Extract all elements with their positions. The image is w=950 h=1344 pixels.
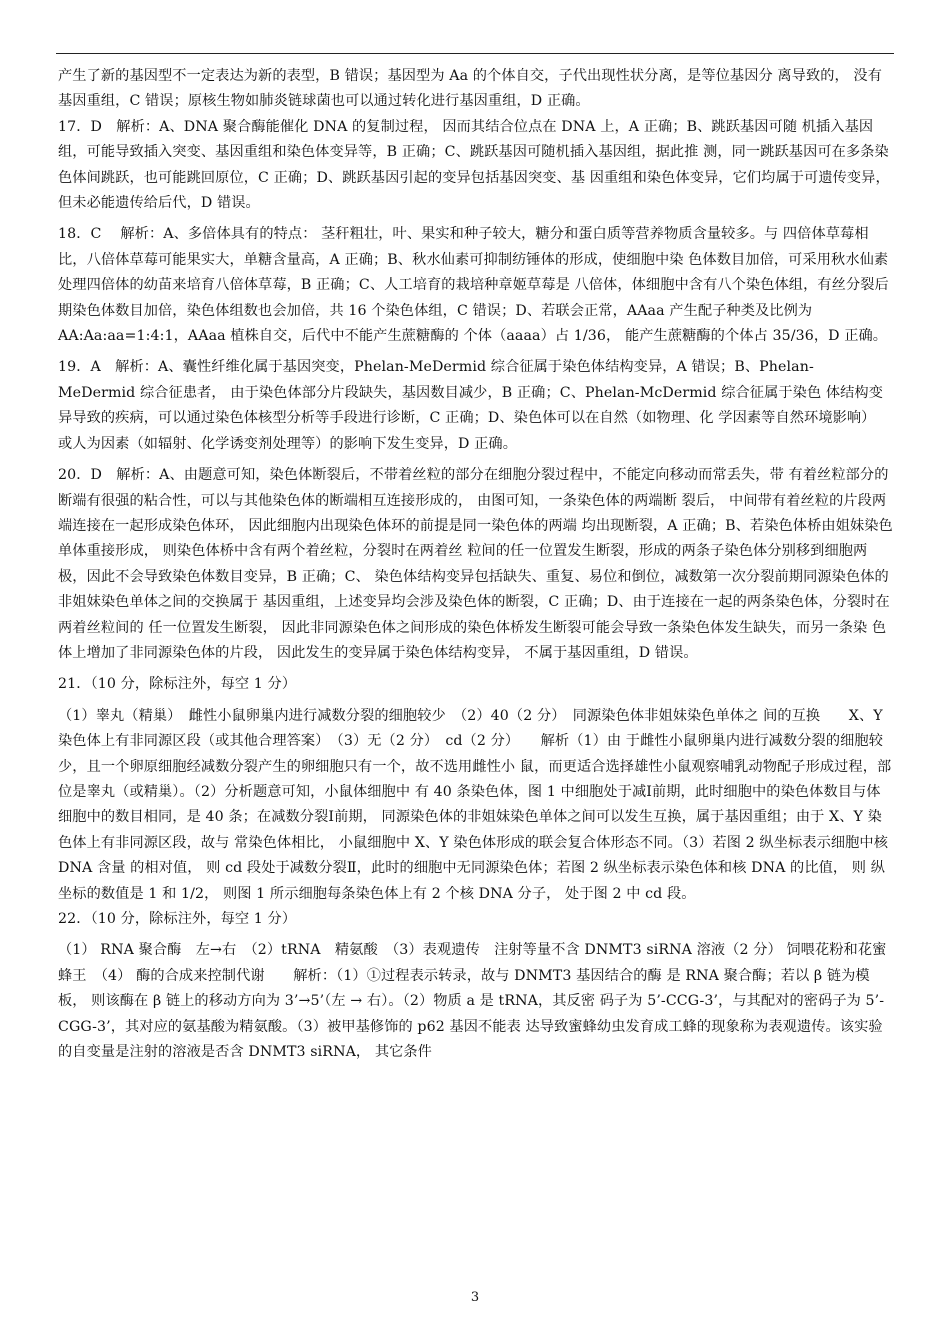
answer-22: （1） RNA 聚合酶 左→右 （2）tRNA 精氨酸 （3）表观遗传 注射等量不含 DNMT3 siRNA 溶液（2 分） 饲喂花粉和花蜜 蜂王 （4） 酶的合成来控制代谢 解析：（1）①过程表示转录，故与 DNMT3 基因结合的酶 是 RNA 聚合酶；若以 β 链为模板， 则该酶在 β 链上的移动方向为 3’→5’（左 → 右）。（2）物质 a 是 tRNA，其反密 码子为 5’-CCG-3’，与其配对的密码子为 5’-CGG-3’，其对应的氨基酸为精氨酸。（3）被甲基修饰的 p62 基因不能表 达导致蜜蜂幼虫发育成工蜂的现象称为表观遗传。该实验的自变量是注射的溶液是否含 DNMT3 siRNA， 其它条件 bbox=[58, 942, 901, 1061]
paragraph-16-continued: 产生了新的基因型不一定表达为新的表型，B 错误；基因型为 Aa 的个体自交，子代出现性状分离，是等位基因分 离导致的， 没有基因重组，C 错误；原核生物如肺炎链球菌也可以通过转化进行基因重组，D 正确。 bbox=[58, 68, 883, 110]
answer-20: 20．D 解析：A、由题意可知，染色体断裂后，不带着丝粒的部分在细胞分裂过程中，不能定向移动而常丢失，带 有着丝粒部分的断端有很强的粘合性，可以与其他染色体的断端相互连接形成的， 由图可知，一条染色体的两端断 裂后， 中间带有着丝粒的片段两端连接在一起形成染色体环， 因此细胞内出现染色体环的前提是同一染色体的两端 均出现断裂，A 正确；B、若染色体桥由姐妹染色单体重接形成， 则染色体桥中含有两个着丝粒，分裂时在两着丝 粒间的任一位置发生断裂，形成的两条子染色体分别移到细胞两极，因此不会导致染色体数目变异，B 正确；C、 染色体结构变异包括缺失、重复、易位和倒位，减数第一次分裂前期同源染色体的非姐妹染色单体之间的交换属于 基因重组，上述变异均会涉及染色体的断裂，C 正确；D、由于连接在一起的两条染色体，分裂时在两着丝粒间的 任一位置发生断裂， 因此非同源染色体之间形成的染色体桥发生断裂可能会导致一条染色体发生缺失，而另一条染 色体上增加了非同源染色体的片段， 因此发生的变异属于染色体结构变异， 不属于基因重组，D 错误。 bbox=[58, 467, 893, 661]
answer-17: 17．D 解析：A、DNA 聚合酶能催化 DNA 的复制过程， 因而其结合位点在 DNA 上，A 正确；B、跳跃基因可随 机插入基因组，可能导致插入突变、基因重组和染色体变异等，B 正确；C、跳跃基因可随机插入基因组，据此推 测，同一跳跃基因可在多条染色体间跳跃，也可能跳回原位，C 正确；D、跳跃基因引起的变异包括基因突变、基 因重组和染色体变异，它们均属于可遗传变异，但未必能遗传给后代，D 错误。 bbox=[58, 118, 890, 212]
answer-21: （1）睾丸（精巢） 雌性小鼠卵巢内进行减数分裂的细胞较少 （2）40（2 分） 同源染色体非姐妹染色单体之 间的互换 X、Y 染色体上有非同源区段（或其他合理答案） （3）无（2 分） cd（2 分） 解析（1）由 于雌性小鼠卵巢内进行减数分裂的细胞较少，且一个卵原细胞经减数分裂产生的卵细胞只有一个，故不选用雌性小 鼠，而更适合选择雄性小鼠观察哺乳动物配子形成过程，部位是睾丸（或精巢）。（2）分析题意可知，小鼠体细胞中 有 40 条染色体，图 1 中细胞处于减Ⅰ前期，此时细胞中的染色体数目与体细胞中的数目相同，是 40 条；在减数分裂Ⅰ前期， 同源染色体的非姐妹染色单体之间可以发生互换，属于基因重组；由于 X、Y 染色体上有非同源区段，故与 常染色体相比， 小鼠细胞中 X、Y 染色体形成的联会复合体形态不同。（3）若图 2 纵坐标表示细胞中核 DNA 含量 的相对值， 则 cd 段处于减数分裂Ⅱ，此时的细胞中无同源染色体；若图 2 纵坐标表示染色体和核 DNA 的比值， 则 纵坐标的数值是 1 和 1/2， 则图 1 所示细胞每条染色体上有 2 个核 DNA 分子， 处于图 2 中 cd 段。 bbox=[58, 707, 892, 902]
document-body bbox=[58, 64, 901, 1065]
answer-18: 18．C 解析：A、多倍体具有的特点： 茎秆粗壮，叶、果实和种子较大，糖分和蛋白质等营养物质含量较多。与 四倍体草莓相比，八倍体草莓可能果实大，单糖含量高，A 正确；B、秋水仙素可抑制纺锤体的形成，使细胞中染 色体数目加倍，可采用秋水仙素处理四倍体的幼苗来培育八倍体草莓，B 正确；C、人工培育的栽培种章姬草莓是 八倍体，体细胞中含有八个染色体组，有丝分裂后期染色体数目加倍，染色体组数也会加倍，共 16 个染色体组，C 错误；D、若联会正常，AAaa 产生配子种类及比例为 AA:Aa:aa=1:4:1，AAaa 植株自交，后代中不能产生蔗糖酶的 个体（aaaa）占 1/36， 能产生蔗糖酶的个体占 35/36，D 正确。 bbox=[58, 226, 889, 345]
question-21-heading: 21．（10 分，除标注外，每空 1 分） bbox=[58, 676, 297, 693]
page-number: 3 bbox=[470, 1290, 480, 1305]
answer-19: 19．A 解析：A、囊性纤维化属于基因突变，Phelan-MeDermid 综合征属于染色体结构变异，A 错误；B、Phelan- MeDermid 综合征患者， 由于染色体部分片段缺失，基因数目减少，B 正确；C、Phelan-McDermid 综合征属于染色 体结构变异导致的疾病，可以通过染色体核型分析等手段进行诊断，C 正确；D、染色体可以在自然（如物理、化 学因素等自然环境影响） 或人为因素（如辐射、化学诱变剂处理等）的影响下发生变异，D 正确。 bbox=[58, 359, 883, 452]
question-22-heading: 22．（10 分，除标注外，每空 1 分） bbox=[58, 911, 297, 927]
header-rule bbox=[56, 53, 894, 54]
